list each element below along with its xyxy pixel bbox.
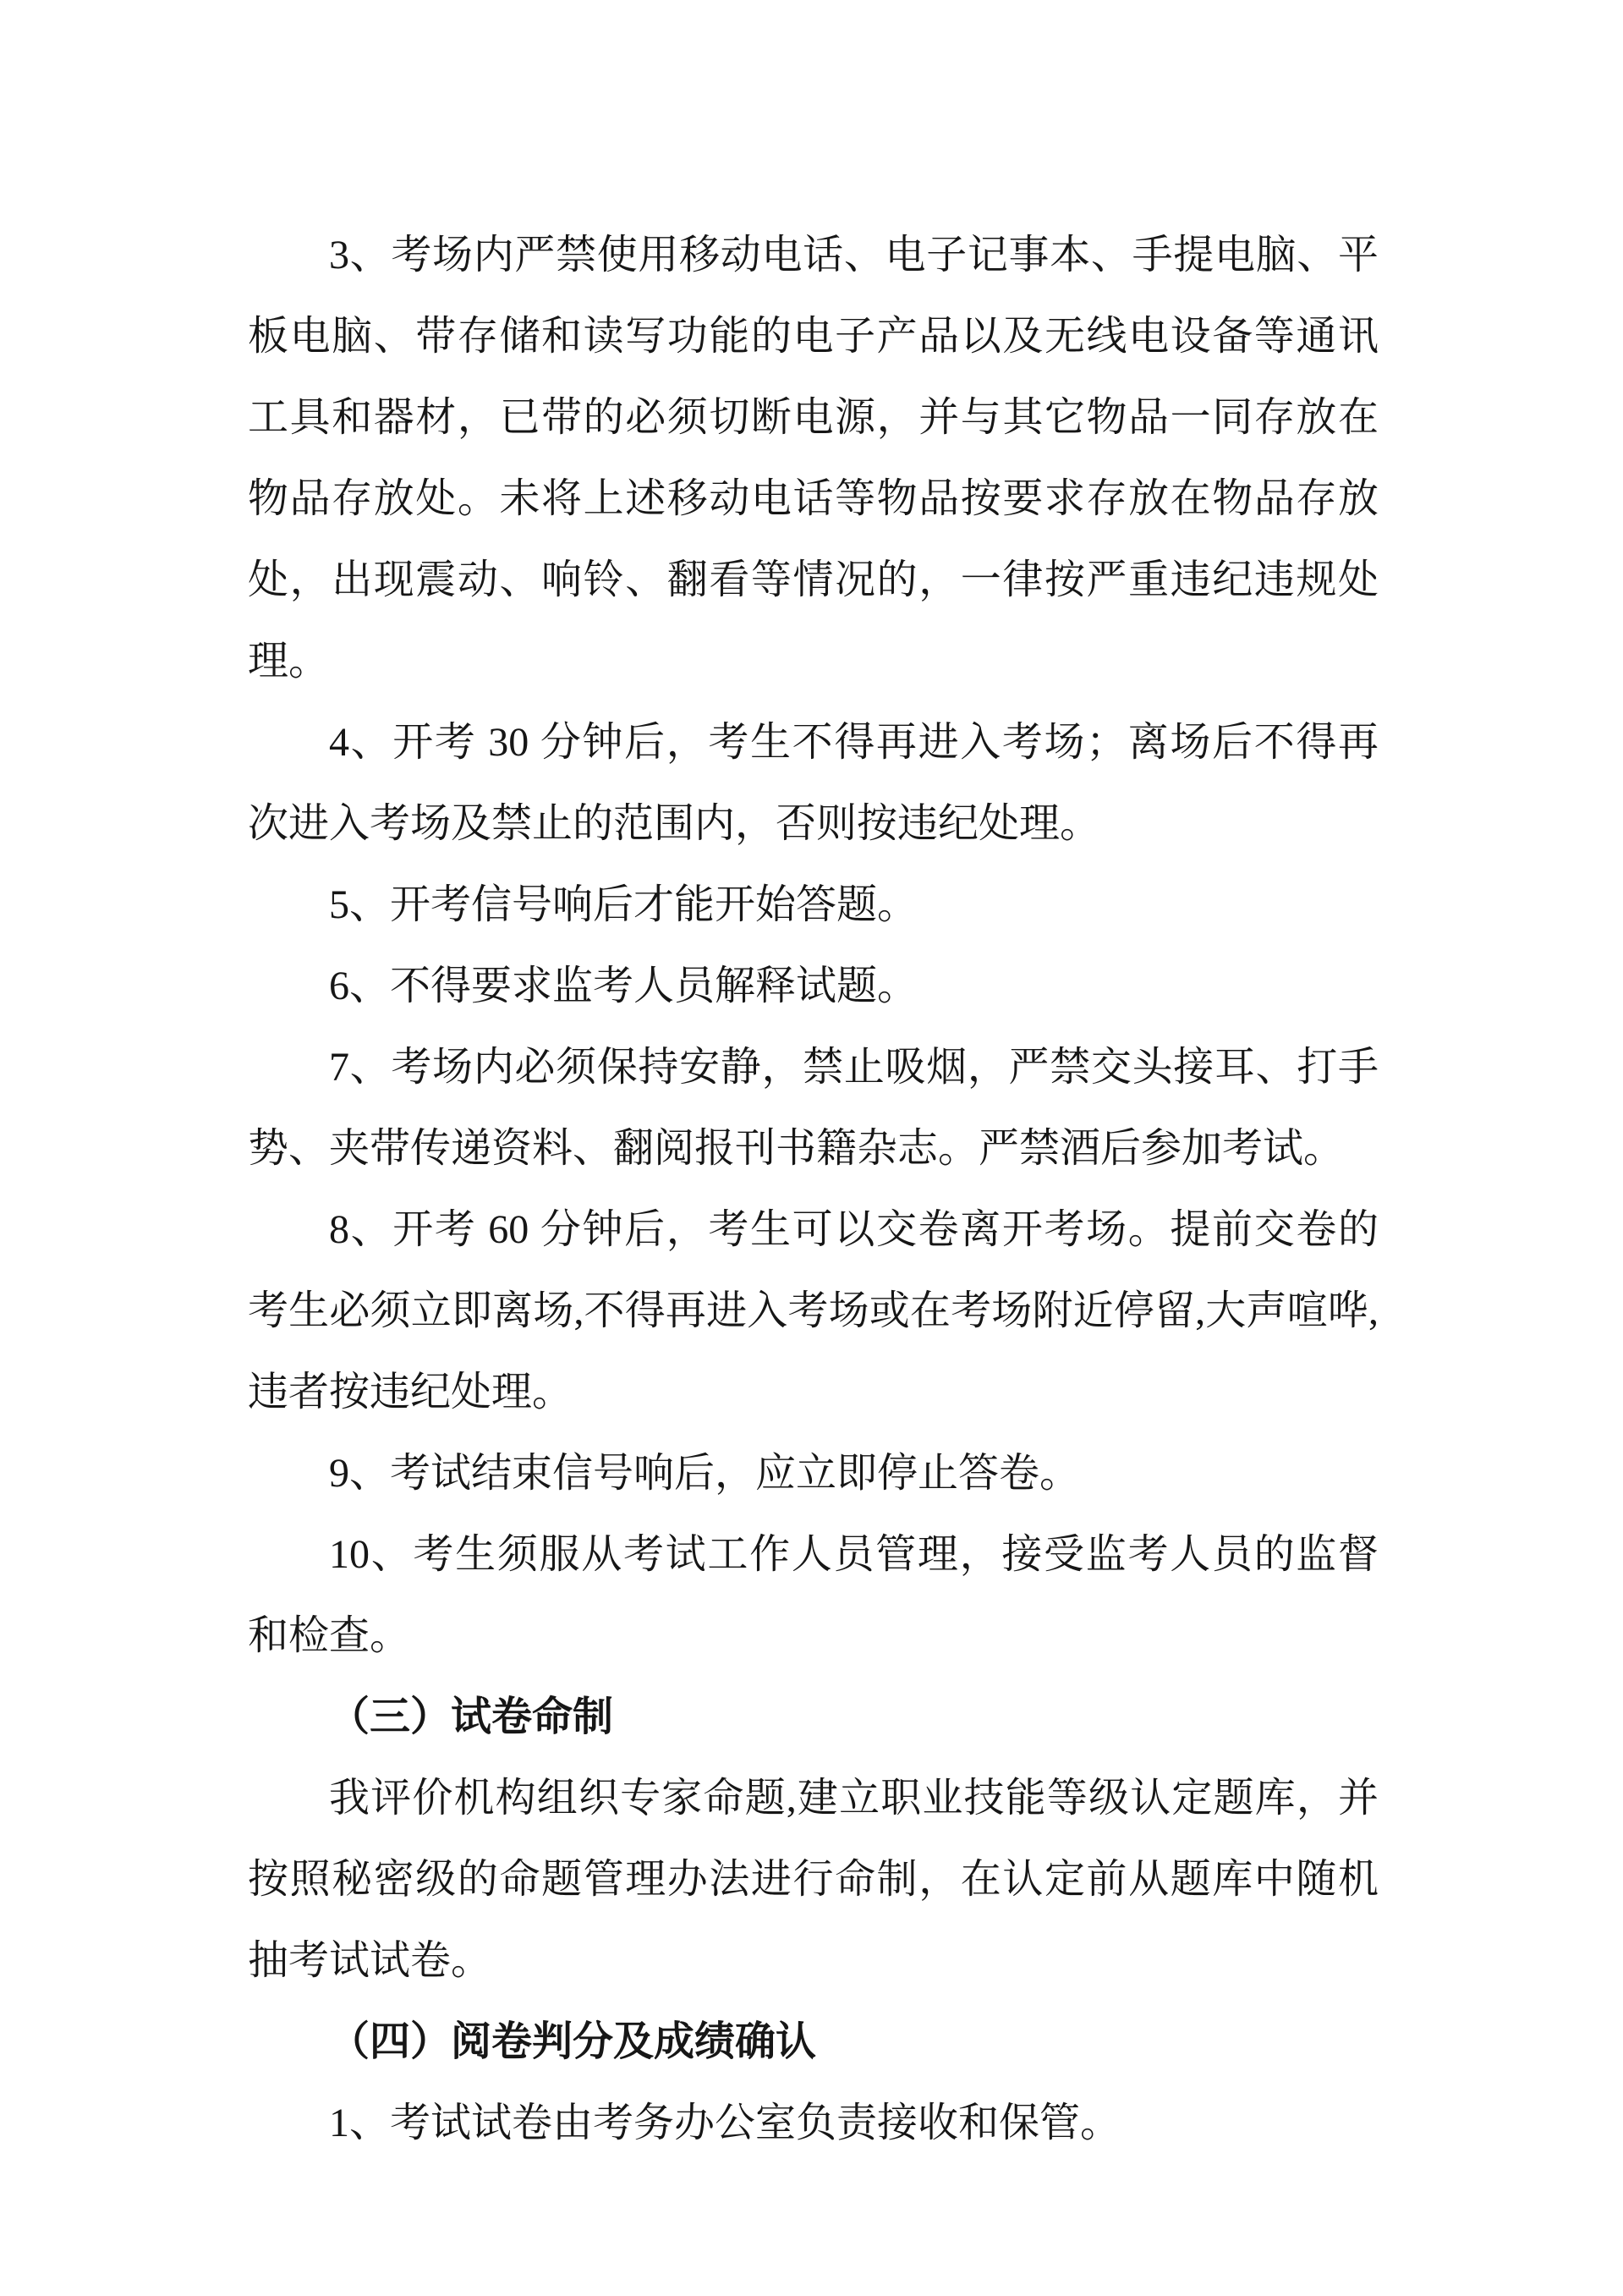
paragraph: 9、考试结束信号响后，应立即停止答卷。 <box>329 1451 1081 1496</box>
document-body <box>248 215 1379 2164</box>
section-heading: （三）试卷命制 <box>329 1695 614 1739</box>
paragraph: 5、开考信号响后才能开始答题。 <box>329 882 918 927</box>
paragraph: 6、不得要求监考人员解释试题。 <box>329 964 918 1008</box>
paragraph: 1、考试试卷由考务办公室负责接收和保管。 <box>329 2101 1121 2145</box>
paragraph: 3、考场内严禁使用移动电话、电子记事本、手提电脑、平板电脑、带存储和读写功能的电子产品以及无线电设备等通讯工具和器材，已带的必须切断电源，并与其它物品一同存放在物品存放处。未将上述移动电话等物品按要求存放在物品存放处，出现震动、响铃、翻看等情况的，一律按严重违纪违规处理。 <box>248 233 1379 684</box>
paragraph: 8、开考 60 分钟后，考生可以交卷离开考场。提前交卷的考生必须立即离场,不得再进入考场或在考场附近停留,大声喧哗,违者按违纪处理。 <box>248 1207 1379 1414</box>
section-heading: （四）阅卷判分及成绩确认 <box>329 2019 817 2064</box>
paragraph: 10、考生须服从考试工作人员管理，接受监考人员的监督和检查。 <box>248 1532 1379 1658</box>
paragraph: 我评价机构组织专家命题,建立职业技能等级认定题库，并按照秘密级的命题管理办法进行命制，在认定前从题库中随机抽考试试卷。 <box>248 1776 1379 1983</box>
paragraph: 4、开考 30 分钟后，考生不得再进入考场；离场后不得再次进入考场及禁止的范围内，否则按违纪处理。 <box>248 720 1379 846</box>
paragraph: 7、考场内必须保持安静，禁止吸烟，严禁交头接耳、打手势、夹带传递资料、翻阅报刊书籍杂志。严禁酒后参加考试。 <box>248 1045 1379 1171</box>
